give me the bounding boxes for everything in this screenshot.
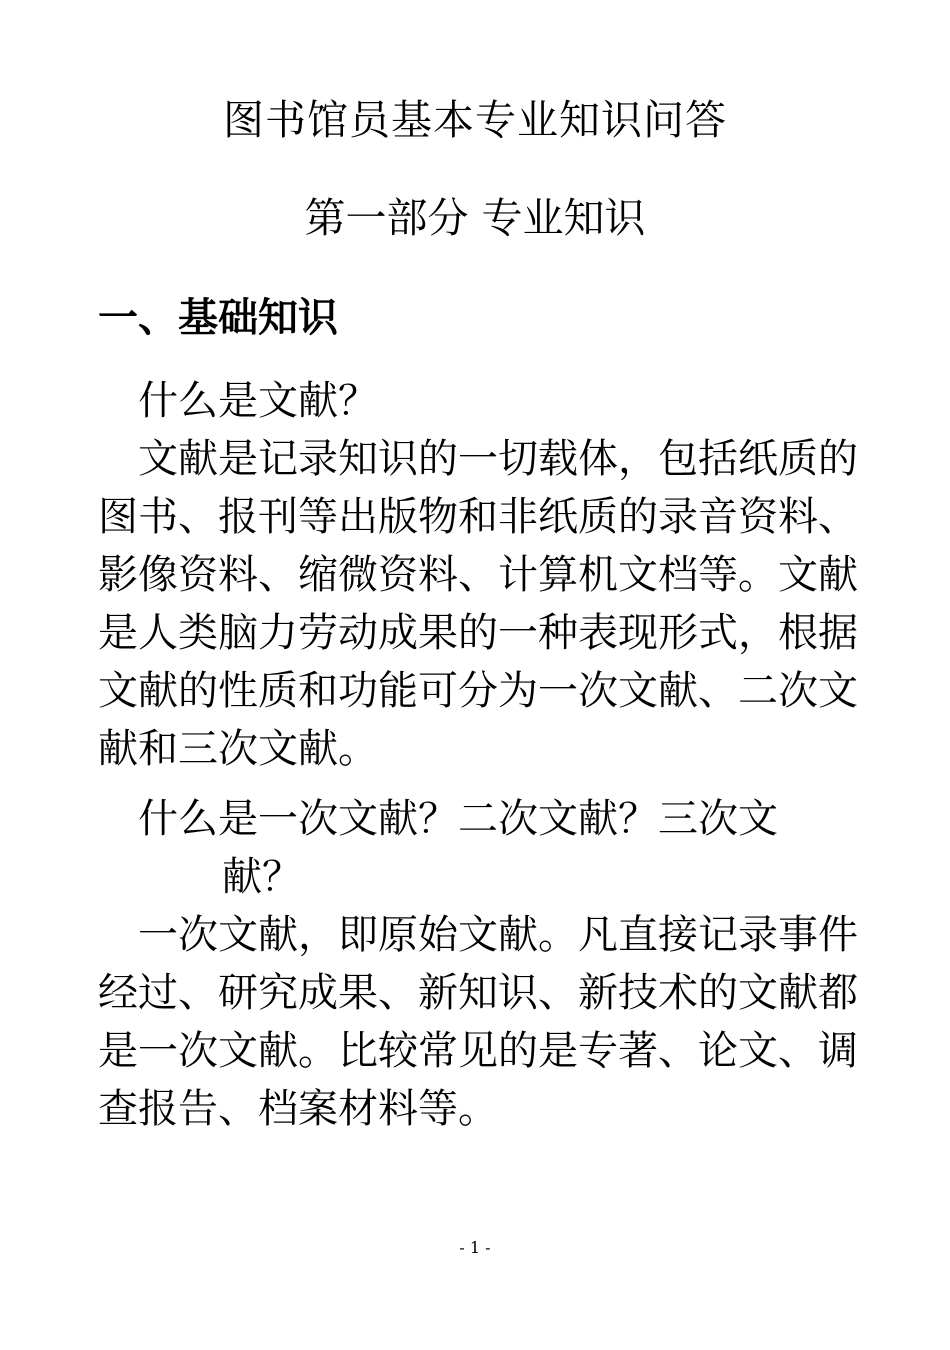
question-2: 什么是一次文献？二次文献？三次文: [138, 796, 778, 842]
question-2-continuation: 献？: [222, 854, 302, 900]
page-number: - 1 -: [459, 1238, 491, 1257]
document-title: 图书馆员基本专业知识问答: [223, 96, 727, 144]
question-1: 什么是文献？: [138, 378, 378, 424]
answer-1-paragraph: 文献是记录知识的一切载体，包括纸质的图书、报刊等出版物和非纸质的录音资料、影像资料、缩微资料、计算机文档等。文献是人类脑力劳动成果的一种表现形式，根据文献的性质和功能可分为一次文献、二次文献和三次文献。: [98, 436, 858, 772]
section-heading: 一、基础知识: [98, 295, 338, 341]
answer-2-paragraph: 一次文献，即原始文献。凡直接记录事件经过、研究成果、新知识、新技术的文献都是一次文献。比较常见的是专著、论文、调查报告、档案材料等。: [98, 912, 858, 1132]
part-title: 第一部分 专业知识: [304, 194, 646, 242]
